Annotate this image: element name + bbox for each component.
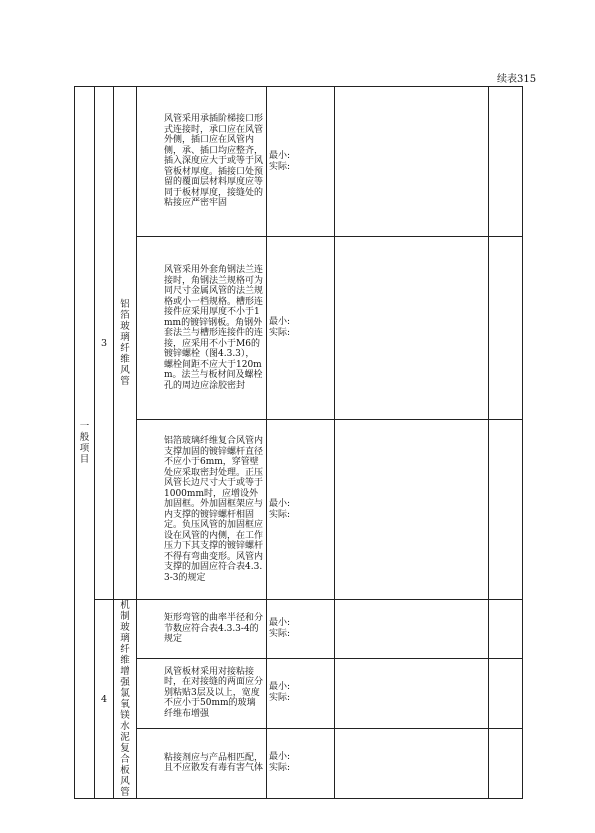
group-no-cell xyxy=(95,87,114,600)
table-row xyxy=(75,658,523,728)
requirement-text: 铝箔玻璃纤维复合风管内支撑加固的镀锌螺杆直径不应小于6mm，穿管壁处应采取密封处理。正压风管长边尺寸大于或等于1000mm时，应增设外加固框。外加固框架应与内支撑的镀锌螺杆相固定。负压风管的加固框应设在风管的内侧，在工作压力下其支撑的镀锌螺杆不得有弯曲变形。风管内支撑的加固应符合表4.3.3-3的规定 xyxy=(164,436,264,583)
table-row xyxy=(75,237,523,420)
result-cell[interactable] xyxy=(335,600,489,659)
requirement-text: 矩形弯管的曲率半径和分节数应符合表4.3.3-4的规定 xyxy=(164,613,264,644)
measurement-cell xyxy=(267,237,335,420)
requirement-cell xyxy=(137,728,267,798)
remark-cell[interactable] xyxy=(489,237,523,420)
requirement-cell xyxy=(137,420,267,600)
result-cell[interactable] xyxy=(335,87,489,237)
requirement-cell xyxy=(137,87,267,237)
table-row xyxy=(75,728,523,798)
min-label: 最小: xyxy=(269,682,291,693)
actual-label: 实际: xyxy=(269,693,291,704)
requirement-text: 风管采用承插阶梯接口形式连接时，承口应在风管外侧，插口应在风管内侧，承、插口均应整齐，插入深度应大于或等于风管板材厚度。插接口处预留的覆面层材料厚度应等同于板材厚度，接缝处的粘接应严密牢固 xyxy=(164,114,264,209)
inspection-table xyxy=(74,86,523,799)
remark-cell[interactable] xyxy=(489,600,523,659)
measurement-cell xyxy=(267,658,335,728)
actual-label: 实际: xyxy=(269,628,291,639)
table-row xyxy=(75,420,523,600)
requirement-cell xyxy=(137,658,267,728)
requirement-text: 粘接剂应与产品相匹配，且不应散发有毒有害气体 xyxy=(164,752,264,774)
remark-cell[interactable] xyxy=(489,658,523,728)
measurement-cell xyxy=(267,87,335,237)
actual-label: 实际: xyxy=(269,509,291,520)
min-label: 最小: xyxy=(269,617,291,628)
measurement-cell xyxy=(267,600,335,659)
requirement-cell xyxy=(137,237,267,420)
requirement-cell xyxy=(137,600,267,659)
group-no: 3 xyxy=(100,337,108,349)
result-cell[interactable] xyxy=(335,728,489,798)
min-label: 最小: xyxy=(269,752,291,763)
group-name: 铝箔玻璃纤维风管 xyxy=(120,299,130,387)
requirement-text: 风管采用外套角钢法兰连接时，角钢法兰规格可为同尺寸金属风管的法兰规格或小一档规格。槽形连接件应采用厚度不小于1mm的镀锌钢板。角钢外套法兰与槽形连接件的连接，应采用不小于M6的镀锌螺栓（图4.3.3），螺栓间距不应大于120mm。法兰与板材间及螺栓孔的周边应涂胶密封 xyxy=(164,265,264,391)
category-cell xyxy=(75,87,95,799)
result-cell[interactable] xyxy=(335,420,489,600)
measurement-cell xyxy=(267,420,335,600)
result-cell[interactable] xyxy=(335,237,489,420)
table-row xyxy=(75,600,523,659)
min-label: 最小: xyxy=(269,317,291,327)
group-name-cell xyxy=(114,87,137,600)
group-no: 4 xyxy=(100,693,108,705)
min-label: 最小: xyxy=(269,150,291,161)
remark-cell[interactable] xyxy=(489,728,523,798)
group-name: 机制玻璃纤维增强氯氧镁水泥复合板风管 xyxy=(120,600,130,798)
group-no-cell xyxy=(95,600,114,799)
page-caption: 续表315 xyxy=(497,74,537,85)
actual-label: 实际: xyxy=(269,763,291,774)
remark-cell[interactable] xyxy=(489,420,523,600)
category-label: 一般项目 xyxy=(79,420,90,465)
actual-label: 实际: xyxy=(269,161,291,172)
result-cell[interactable] xyxy=(335,658,489,728)
measurement-cell xyxy=(267,728,335,798)
group-name-cell xyxy=(114,600,137,799)
actual-label: 实际: xyxy=(269,328,291,338)
remark-cell[interactable] xyxy=(489,87,523,237)
requirement-text: 风管板材采用对接粘接时，在对接缝的两面应分别粘贴3层及以上，宽度不应小于50mm的玻璃纤维布增强 xyxy=(164,666,264,719)
table-row xyxy=(75,87,523,237)
min-label: 最小: xyxy=(269,498,291,509)
